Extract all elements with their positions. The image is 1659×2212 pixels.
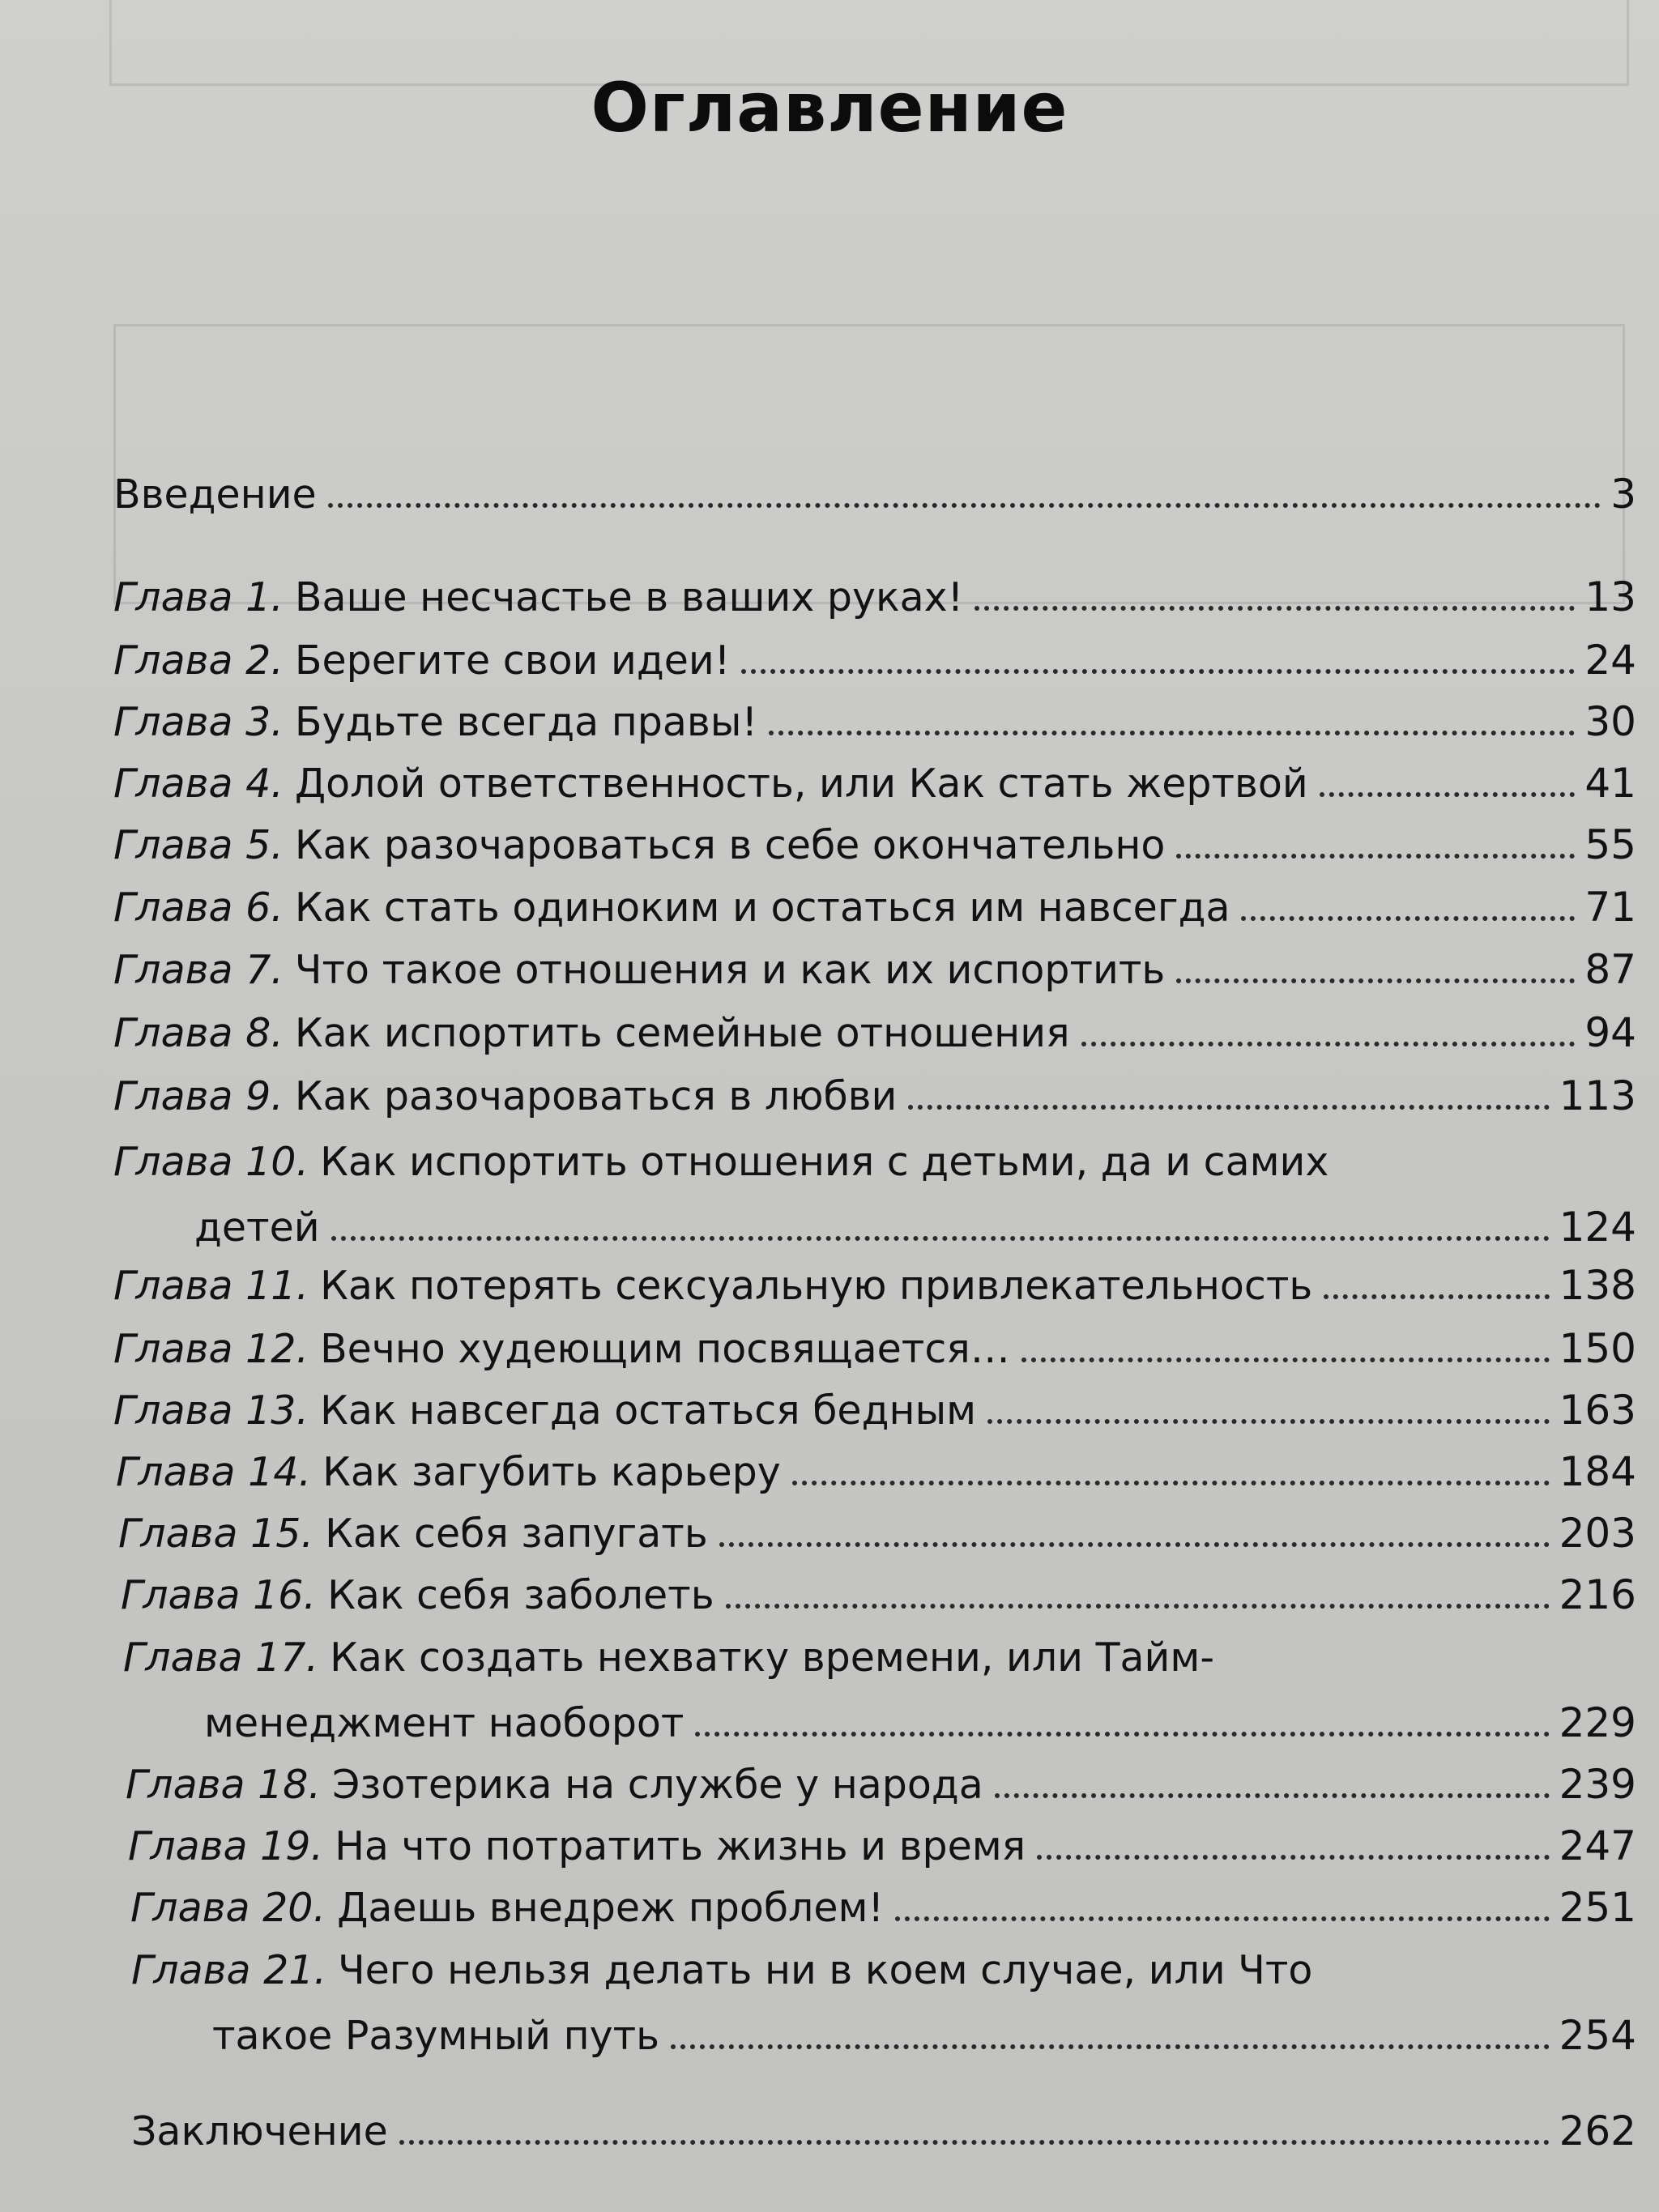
chapter-title-continued: менеджмент наоборот <box>204 1700 684 1746</box>
toc-entry <box>113 760 1636 807</box>
chapter-title: Как испортить отношения с детьми, да и самих <box>320 1139 1329 1185</box>
dot-leader <box>792 1481 1550 1485</box>
chapter-label: Глава 14. <box>116 1449 312 1495</box>
chapter-title: Вечно худеющим посвящается… <box>320 1326 1010 1372</box>
chapter-label: Глава 3. <box>113 699 284 745</box>
toc-entry <box>113 1387 1636 1434</box>
dot-leader <box>1324 1294 1549 1299</box>
chapter-label: Глава 13. <box>113 1387 309 1434</box>
chapter-label: Глава 12. <box>113 1326 309 1372</box>
toc-entry-line <box>113 1139 1329 1185</box>
toc-entry-line <box>194 1204 1636 1251</box>
dot-leader <box>1320 792 1576 797</box>
page-number: 251 <box>1559 1884 1636 1931</box>
page-title: Оглавление <box>591 68 1068 148</box>
toc-entry <box>113 1262 1636 1309</box>
chapter-title: Как себя заболеть <box>327 1572 714 1618</box>
section-title: Заключение <box>131 2108 388 2154</box>
dot-leader <box>328 503 1601 508</box>
dot-leader <box>1021 1357 1550 1362</box>
dot-leader <box>1176 854 1575 859</box>
page-number: 138 <box>1559 1262 1636 1309</box>
chapter-label: Глава 11. <box>113 1263 309 1309</box>
chapter-title: Как потерять сексуальную привлекательность <box>320 1263 1313 1309</box>
section-title: Введение <box>113 471 317 518</box>
dot-leader <box>895 1916 1549 1921</box>
toc-entry <box>113 698 1636 745</box>
dot-leader <box>399 2140 1550 2145</box>
chapter-label: Глава 20. <box>130 1885 326 1931</box>
page-number: 55 <box>1584 821 1636 868</box>
chapter-title: На что потратить жизнь и время <box>335 1823 1026 1869</box>
chapter-label: Глава 16. <box>121 1572 317 1618</box>
chapter-label: Глава 17. <box>123 1634 319 1681</box>
toc-entry <box>113 1325 1636 1372</box>
page-number: 239 <box>1559 1761 1636 1808</box>
chapter-title: Чего нельзя делать ни в коем случае, или Что <box>338 1947 1313 1993</box>
chapter-title: Эзотерика на службе у народа <box>332 1762 983 1808</box>
toc-entry-line <box>131 1947 1313 1993</box>
toc-entry <box>128 1822 1636 1869</box>
page-number: 3 <box>1610 471 1636 518</box>
chapter-title: Долой ответственность, или Как стать жертвой <box>294 761 1308 807</box>
toc-entry <box>113 946 1636 993</box>
chapter-title: Ваше несчастье в ваших руках! <box>294 574 964 620</box>
page-number: 124 <box>1559 1204 1636 1251</box>
toc-entry <box>113 573 1636 620</box>
toc-entry-line <box>204 1699 1636 1746</box>
toc-entry <box>113 884 1636 931</box>
page-number: 262 <box>1559 2108 1636 2154</box>
toc-section <box>113 471 1636 518</box>
page-number: 254 <box>1559 2012 1636 2059</box>
chapter-label: Глава 1. <box>113 574 284 620</box>
dot-leader <box>1081 1042 1576 1046</box>
dot-leader <box>1037 1855 1549 1860</box>
chapter-title: Берегите свои идеи! <box>294 637 731 684</box>
page-number: 30 <box>1584 698 1636 745</box>
page-number: 41 <box>1584 760 1636 807</box>
page-number: 113 <box>1559 1072 1636 1119</box>
chapter-label: Глава 18. <box>126 1762 322 1808</box>
dot-leader <box>995 1793 1550 1798</box>
toc-entry <box>113 1072 1636 1119</box>
toc-entry <box>130 1884 1636 1931</box>
dot-leader <box>975 606 1575 611</box>
dot-leader <box>331 1236 1550 1241</box>
chapter-title: Как себя запугать <box>325 1511 708 1557</box>
dot-leader <box>741 669 1575 674</box>
chapter-label: Глава 4. <box>113 761 284 807</box>
page-number: 247 <box>1559 1822 1636 1869</box>
toc-entry-line <box>212 2012 1636 2059</box>
chapter-label: Глава 7. <box>113 947 284 993</box>
dot-leader <box>719 1542 1550 1547</box>
chapter-title: Как разочароваться в любви <box>294 1073 898 1119</box>
page-number: 203 <box>1559 1510 1636 1557</box>
dot-leader <box>726 1604 1550 1609</box>
dot-leader <box>987 1419 1549 1424</box>
chapter-title: Как загубить карьеру <box>322 1449 781 1495</box>
page-number: 87 <box>1584 946 1636 993</box>
chapter-label: Глава 9. <box>113 1073 284 1119</box>
chapter-label: Глава 5. <box>113 822 284 868</box>
toc-entry <box>116 1448 1636 1495</box>
chapter-title: Как испортить семейные отношения <box>294 1010 1070 1056</box>
chapter-title: Как создать нехватку времени, или Тайм- <box>330 1634 1215 1681</box>
chapter-title-continued: детей <box>194 1204 320 1251</box>
toc-entry <box>121 1571 1636 1618</box>
page-number: 13 <box>1584 573 1636 620</box>
chapter-label: Глава 21. <box>131 1947 327 1993</box>
dot-leader <box>769 731 1575 735</box>
page-number: 163 <box>1559 1387 1636 1434</box>
chapter-label: Глава 2. <box>113 637 284 684</box>
toc-entry <box>113 821 1636 868</box>
chapter-title-continued: такое Разумный путь <box>212 2013 660 2059</box>
toc-entry <box>126 1761 1636 1808</box>
page-number: 184 <box>1559 1448 1636 1495</box>
dot-leader <box>1176 978 1575 983</box>
toc-section <box>131 2108 1636 2154</box>
chapter-title: Что такое отношения и как их испортить <box>294 947 1166 993</box>
chapter-label: Глава 19. <box>128 1823 324 1869</box>
dot-leader <box>671 2044 1549 2049</box>
chapter-title: Как навсегда остаться бедным <box>320 1387 977 1434</box>
chapter-title: Даешь внедреж проблем! <box>337 1885 885 1931</box>
dot-leader <box>908 1105 1549 1110</box>
dot-leader <box>695 1732 1549 1737</box>
chapter-title: Как разочароваться в себе окончательно <box>294 822 1166 868</box>
chapter-title: Будьте всегда правы! <box>294 699 758 745</box>
page-number: 94 <box>1584 1009 1636 1056</box>
chapter-label: Глава 15. <box>118 1511 314 1557</box>
chapter-label: Глава 10. <box>113 1139 309 1185</box>
toc-entry-line <box>123 1634 1215 1681</box>
page-number: 71 <box>1584 884 1636 931</box>
toc-entry <box>113 1009 1636 1056</box>
page-number: 24 <box>1584 637 1636 684</box>
chapter-label: Глава 6. <box>113 884 284 931</box>
page-number: 216 <box>1559 1571 1636 1618</box>
chapter-label: Глава 8. <box>113 1010 284 1056</box>
toc-entry <box>118 1510 1636 1557</box>
page-number: 150 <box>1559 1325 1636 1372</box>
page-number: 229 <box>1559 1699 1636 1746</box>
toc-entry <box>113 637 1636 684</box>
chapter-title: Как стать одиноким и остаться им навсегда <box>294 884 1230 931</box>
dot-leader <box>1241 916 1575 921</box>
